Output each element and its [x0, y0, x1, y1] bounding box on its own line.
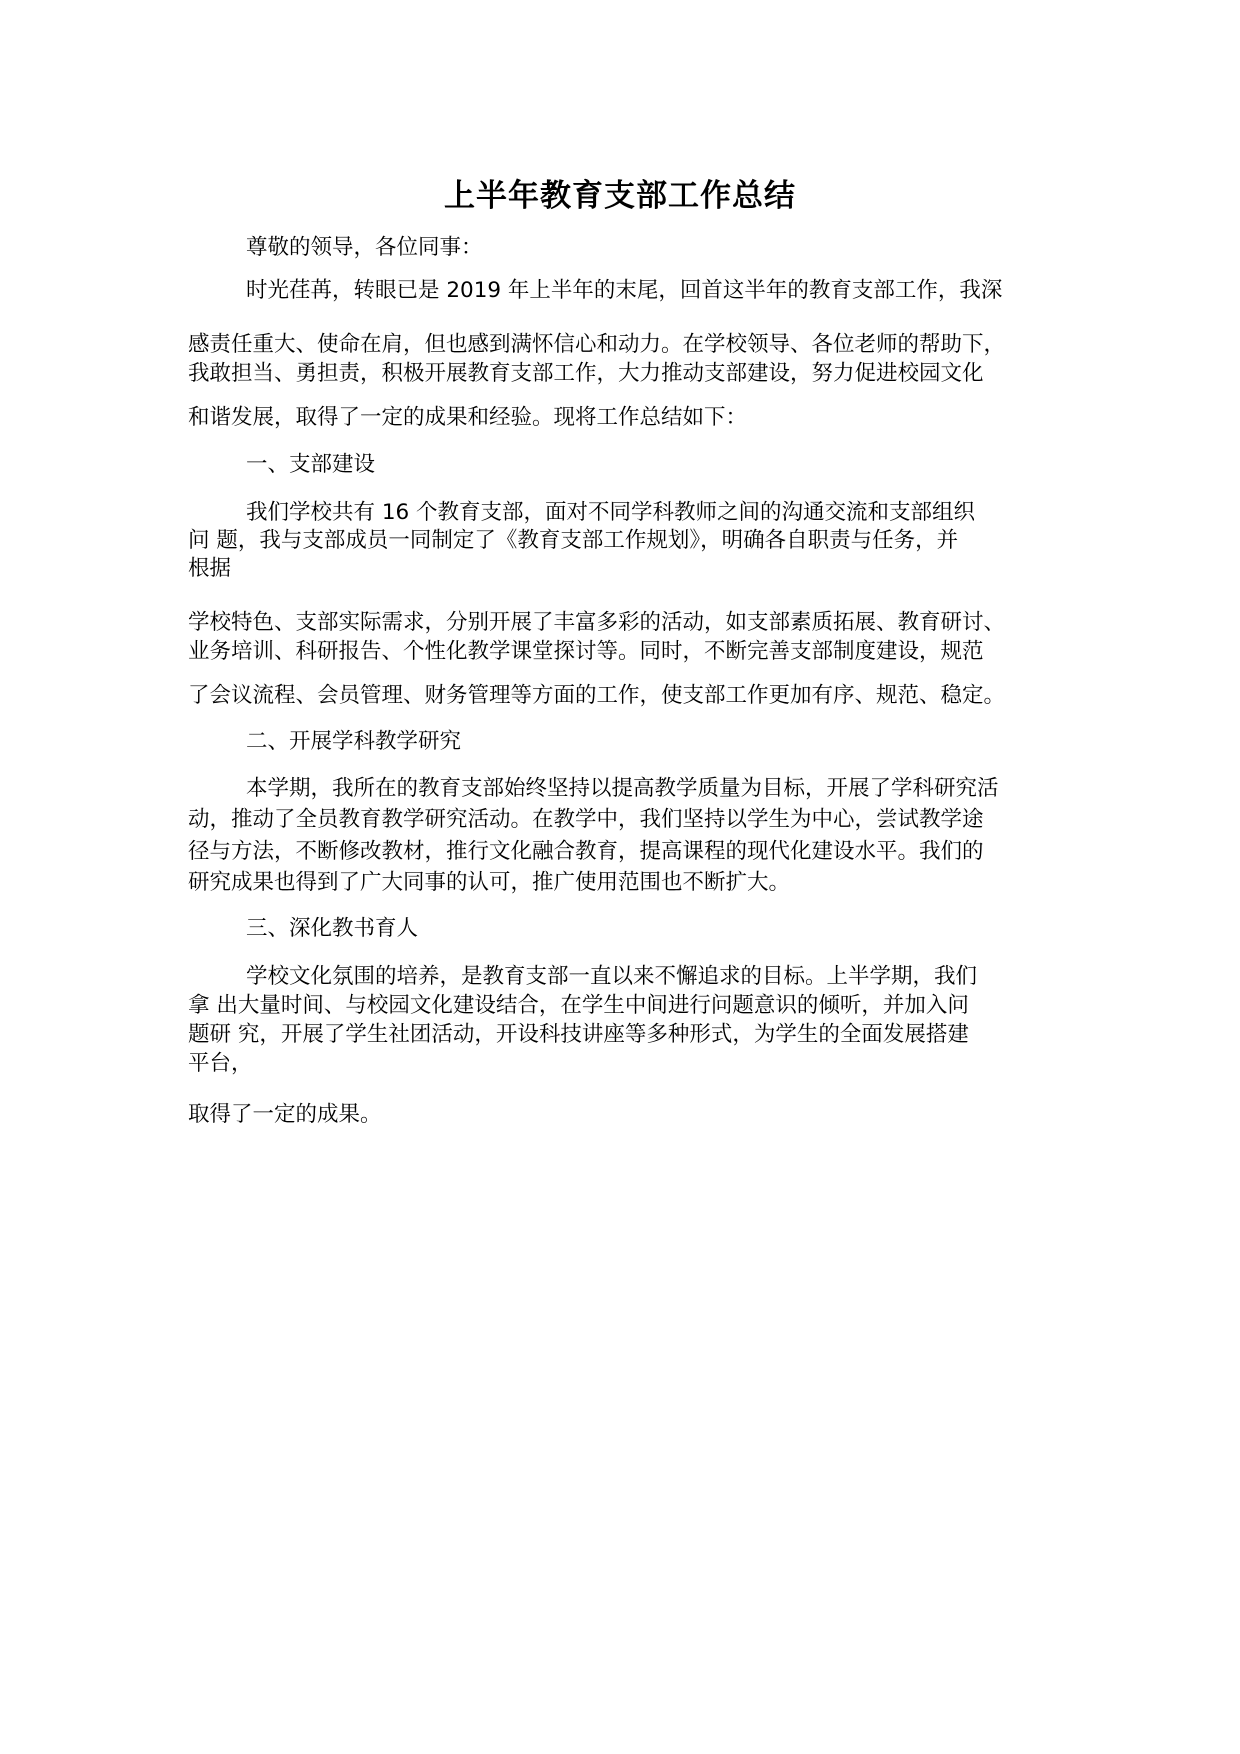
paragraph-line: 题研 究，开展了学生社团活动，开设科技讲座等多种形式，为学生的全面发展搭建 [188, 1022, 969, 1047]
paragraph-line: 我敢担当、勇担责，积极开展教育支部工作，大力推动支部建设，努力促进校园文化 [188, 361, 984, 386]
paragraph-line: 感责任重大、使命在肩，但也感到满怀信心和动力。在学校领导、各位老师的帮助下， [188, 332, 1006, 357]
paragraph-line: 学校特色、支部实际需求，分别开展了丰富多彩的活动，如支部素质拓展、教育研讨、 [188, 610, 1006, 635]
paragraph-line: 和谐发展，取得了一定的成果和经验。现将工作总结如下： [188, 405, 748, 430]
paragraph-line: 取得了一定的成果。 [188, 1102, 382, 1127]
salutation: 尊敬的领导，各位同事： [246, 235, 483, 260]
paragraph-line: 平台， [188, 1051, 253, 1076]
paragraph-line: 了会议流程、会员管理、财务管理等方面的工作，使支部工作更加有序、规范、稳定。 [188, 683, 1006, 708]
paragraph-line: 径与方法，不断修改教材，推行文化融合教育，提高课程的现代化建设水平。我们的 [188, 839, 984, 864]
paragraph-line: 学校文化氛围的培养，是教育支部一直以来不懈追求的目标。上半学期，我们 [246, 964, 978, 989]
paragraph-line: 我们学校共有 16 个教育支部，面对不同学科教师之间的沟通交流和支部组织 [246, 500, 976, 525]
paragraph-line: 动，推动了全员教育教学研究活动。在教学中，我们坚持以学生为中心，尝试教学途 [188, 807, 984, 832]
paragraph-line: 根据 [188, 556, 232, 581]
section-heading: 二、开展学科教学研究 [246, 729, 462, 754]
paragraph-line: 拿 出大量时间、与校园文化建设结合，在学生中间进行问题意识的倾听，并加入问 [188, 993, 969, 1018]
section-heading: 三、深化教书育人 [246, 916, 419, 941]
paragraph-line: 研究成果也得到了广大同事的认可，推广使用范围也不断扩大。 [188, 870, 791, 895]
section-heading: 一、支部建设 [246, 452, 376, 477]
paragraph-line: 业务培训、科研报告、个性化教学课堂探讨等。同时，不断完善支部制度建设，规范 [188, 639, 984, 664]
paragraph-line: 本学期，我所在的教育支部始终坚持以提高教学质量为目标，开展了学科研究活 [246, 776, 999, 801]
paragraph-line: 问 题，我与支部成员一同制定了《教育支部工作规划》，明确各自职责与任务，并 [188, 528, 959, 553]
document-title: 上半年教育支部工作总结 [444, 178, 796, 214]
paragraph-line: 时光荏苒，转眼已是 2019 年上半年的末尾，回首这半年的教育支部工作，我深 [246, 278, 1003, 303]
